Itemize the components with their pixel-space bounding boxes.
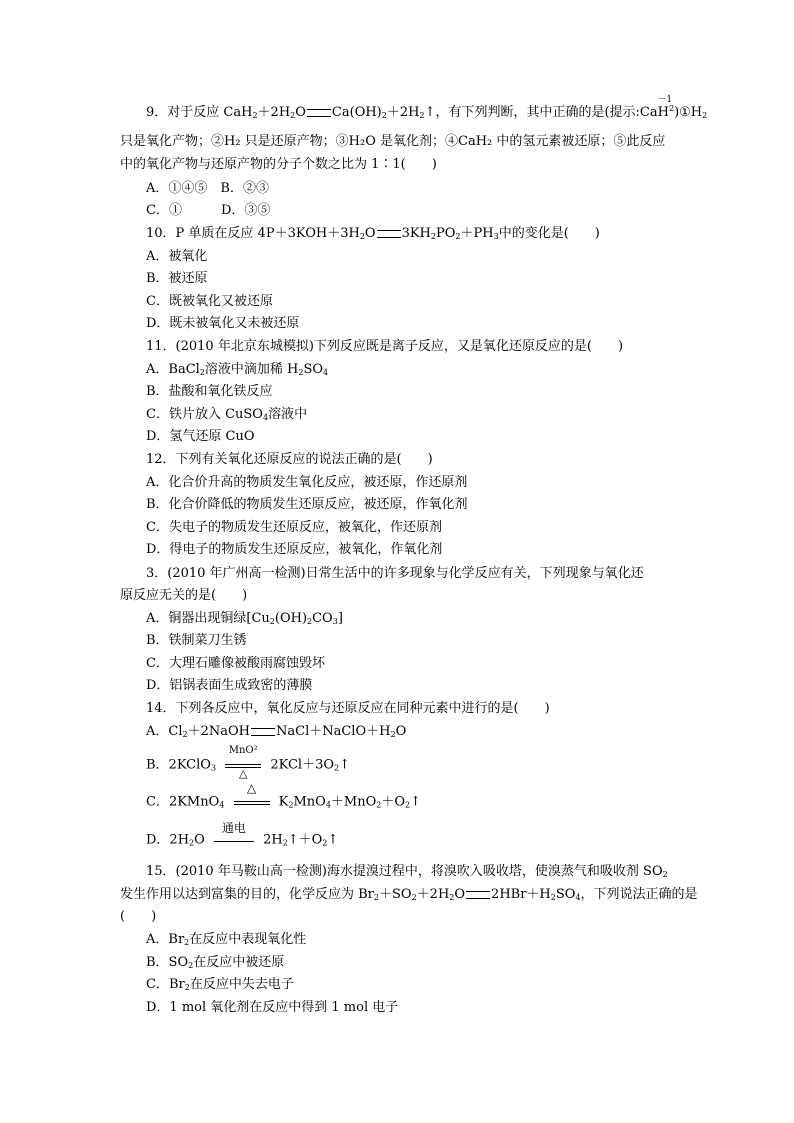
q15-line2: 发生作用以达到富集的目的，化学反应为 $Br_2+SO_2+2H_2O$ $2HBr+H_2SO_4$，下列说法正确的是 <box>120 887 698 902</box>
q13-stem: 3．(2010 年广州高一检测)日常生活中的许多现象与化学反应有关，下列现象与氧化还 <box>146 566 644 581</box>
equals-sign <box>307 109 331 117</box>
q9-line3: 中的氧化产物与还原产物的分子个数之比为 1∶1( ) <box>120 157 437 172</box>
q10-option-a: A．被氧化 <box>146 249 208 264</box>
q14-stem: 14．下列各反应中，氧化反应与还原反应在同种元素中进行的是( ) <box>146 701 550 716</box>
q13-option-d: D．铝锅表面生成致密的薄膜 <box>146 678 313 693</box>
q11-option-b: B．盐酸和氧化铁反应 <box>146 384 273 399</box>
q12-option-b: B．化合价降低的物质发生还原反应，被还原，作氧化剂 <box>146 497 468 512</box>
q14-option-a: A．$Cl_2+2NaOH$ $NaCl+NaClO+H_2O$ <box>146 724 407 739</box>
q15-option-a: A．$Br_2$在反应中表现氧化性 <box>146 932 307 947</box>
q11-option-a: A．BaCl$_2$溶液中滴加稀 $H_2SO_4$ <box>146 362 329 377</box>
q10-option-d: D．既未被氧化又未被还原 <box>146 316 300 331</box>
q12-option-c: C．失电子的物质发生还原反应，被氧化，作还原剂 <box>146 520 442 535</box>
q14-option-b: B．2KClO$_3$ MnO² △ $2KCl+3O_2↑$ <box>146 745 350 780</box>
reaction-condition-arrow: △ <box>234 793 270 811</box>
q15-line3: ( ) <box>120 909 157 924</box>
q13-option-b: B．铁制菜刀生锈 <box>146 633 247 648</box>
reaction-condition-arrow: 通电 <box>214 831 254 849</box>
q11-option-d: D．氢气还原 CuO <box>146 429 255 444</box>
q11-stem: 11．(2010 年北京东城模拟)下列反应既是离子反应，又是氧化还原反应的是( ) <box>146 339 624 354</box>
reaction-condition-arrow: MnO² △ <box>225 756 261 774</box>
q9-line1: 9．对于反应 $CaH_2+2H_2O$ $Ca(OH)_2+2H_2↑$，有下列判断，其中正确的是(提示: －1 $CaH^2)①H_2$ <box>146 104 707 122</box>
q14-option-d: D．$2H_2O$ 通电 $2H_2↑+O_2↑$ <box>146 821 339 848</box>
q9-line2: 只是氧化产物；②H₂ 只是还原产物；③H₂O 是氧化剂；④CaH₂ 中的氢元素被还原；⑤此反应 <box>120 134 666 149</box>
q9-option-ab: A．①④⑤ B．②③ <box>146 181 269 196</box>
equals-sign <box>466 891 490 899</box>
q13-stem-cont: 原反应无关的是( ) <box>120 588 248 603</box>
q14-option-c: C．2KMnO$_4$ △ $K_2MnO_4+MnO_2+O_2↑$ <box>146 781 422 810</box>
q15-option-b: B．$SO_2$在反应中被还原 <box>146 955 285 970</box>
q9-option-cd: C．① D．③⑤ <box>146 203 271 218</box>
q15-option-d: D．1 mol 氧化剂在反应中得到 1 mol 电子 <box>146 1000 399 1015</box>
q10-stem: 10．P 单质在反应 $4P+3KOH+3H_2O$ $3KH_2PO_2+PH_3$中的变化是( ) <box>146 226 600 241</box>
q10-option-b: B．被还原 <box>146 271 208 286</box>
q13-option-c: C．大理石雕像被酸雨腐蚀毁坏 <box>146 656 325 671</box>
equals-sign <box>377 230 401 238</box>
q12-stem: 12．下列有关氧化还原反应的说法正确的是( ) <box>146 452 433 467</box>
equals-sign <box>251 728 275 736</box>
q12-option-a: A．化合价升高的物质发生氧化反应，被还原，作还原剂 <box>146 475 468 490</box>
oxidation-state-mark: －1 <box>657 95 673 105</box>
q12-option-d: D．得电子的物质发生还原反应，被氧化，作氧化剂 <box>146 542 443 557</box>
q11-option-c: C．铁片放入 CuSO$_4$溶液中 <box>146 407 308 422</box>
q15-line1: 15．(2010 年马鞍山高一检测)海水提溴过程中，将溴吹入吸收塔，使溴蒸气和吸收剂 $SO_2$ <box>146 864 668 879</box>
q10-option-c: C．既被氧化又被还原 <box>146 294 273 309</box>
q13-option-a: A．铜器出现铜绿$[Cu_2(OH)_2CO_3]$ <box>146 611 343 626</box>
q15-option-c: C．$Br_2$在反应中失去电子 <box>146 977 294 992</box>
